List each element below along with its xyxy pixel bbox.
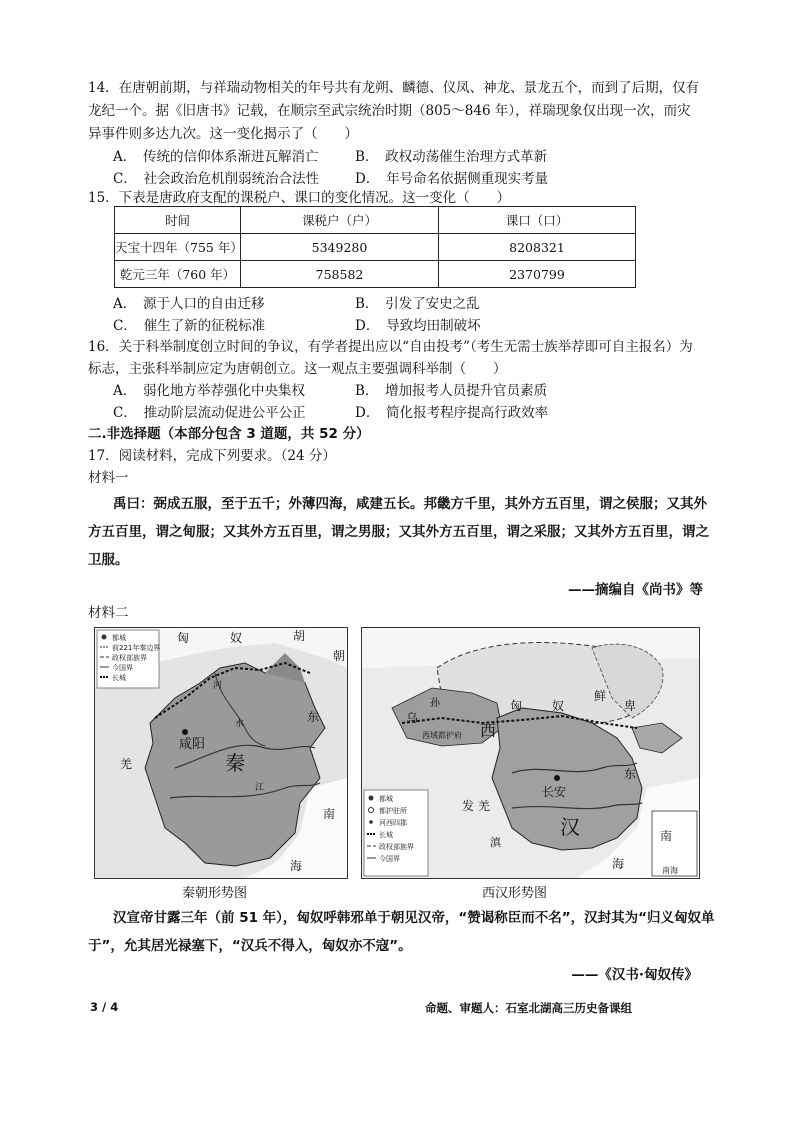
map2-label: 发 xyxy=(462,799,475,813)
table-cell: 天宝十四年（755 年） xyxy=(115,234,241,261)
material-two-source: ——《汉书·匈奴传》 xyxy=(571,967,698,983)
map1-label: 南 xyxy=(323,807,336,821)
table-header-cell: 课口（口） xyxy=(439,207,636,234)
map2-label: 奴 xyxy=(552,699,565,713)
material-two-line1: 汉宣帝甘露三年（前 51 年），匈奴呼韩邪单于朝见汉帝，“赞谒称臣而不名”，汉封其为“归义匈奴单 xyxy=(113,910,715,926)
map2-label: 南海 xyxy=(662,866,678,875)
qin-map-caption: 秦朝形势图 xyxy=(182,886,248,901)
table-header-cell: 时间 xyxy=(115,207,241,234)
author-credit: 命题、审题人：石室北湖高三历史备课组 xyxy=(425,1001,632,1015)
q16-option-b: B． 增加报考人员提升官员素质 xyxy=(355,383,548,399)
q15-stem: 15．下表是唐政府支配的课税户、课口的变化情况。这一变化（ ） xyxy=(88,190,511,206)
table-row xyxy=(115,261,636,288)
q16-stem-line2: 标志，主张科举制应定为唐朝创立。这一观点主要强调科举制（ ） xyxy=(88,361,507,377)
map1-label: 咸阳 xyxy=(179,737,206,752)
map1-label: 匈 xyxy=(177,631,190,645)
map1-legend-item: 今国界 xyxy=(112,664,133,672)
q14-option-c: C． 社会政治危机削弱统治合法性 xyxy=(113,171,320,187)
q16-option-d: D． 简化报考程序提高行政效率 xyxy=(355,405,549,421)
material-one-line1: 禹曰：弼成五服，至于五千；外薄四海，咸建五长。邦畿方千里，其外方五百里，谓之侯服；又其外 xyxy=(113,496,707,512)
map1-label: 东 xyxy=(307,710,320,724)
map2-label: 孙 xyxy=(430,698,440,709)
map1-label: 河 xyxy=(213,681,223,691)
map2-legend-item: 政权部族界 xyxy=(379,843,414,851)
map2-label: 南 xyxy=(660,829,673,843)
table-cell: 5349280 xyxy=(241,234,439,261)
q14-option-a: A． 传统的信仰体系渐进瓦解消亡 xyxy=(113,149,319,165)
q14-stem-line1: 14．在唐朝前期，与祥瑞动物相关的年号共有龙朔、麟德、仪凤、神龙、景龙五个，而到了后期，仅有 xyxy=(88,80,700,96)
q14-option-d: D． 年号命名依据侧重现实考量 xyxy=(355,171,549,187)
qin-map xyxy=(94,627,348,879)
map1-legend-item: 长城 xyxy=(112,674,126,682)
map2-label: 乌 xyxy=(406,711,419,725)
map2-label: 海 xyxy=(612,857,625,871)
table-header-cell: 课税户（户） xyxy=(241,207,439,234)
changan-capital-icon xyxy=(554,775,560,781)
section-heading: 二.非选择题（本部分包含 3 道题，共 52 分） xyxy=(88,426,370,442)
map1-legend-item: 前221年秦边界 xyxy=(112,644,161,652)
material-two-line2: 于”，允其居光禄塞下，“汉兵不得入，匈奴亦不寇”。 xyxy=(88,938,412,954)
map2-label: 卑 xyxy=(624,699,637,713)
q15-option-b: B． 引发了安史之乱 xyxy=(355,296,480,312)
qin-map-graphic xyxy=(95,628,347,878)
q16-option-c: C． 推动阶层流动促进公平公正 xyxy=(113,405,306,421)
map2-label: 滇 xyxy=(490,836,501,849)
map1-label: 江 xyxy=(255,783,265,793)
map1-label: 奴 xyxy=(230,631,243,645)
material-one-title: 材料一 xyxy=(88,470,129,486)
map2-label: 东 xyxy=(624,767,637,781)
map2-legend-item: 河西四郡 xyxy=(379,819,407,827)
q16-stem-line1: 16．关于科举制度创立时间的争议，有学者提出应以“自由投考”（考生无需士族举荐即可自主报名）为 xyxy=(88,339,693,355)
map1-label: 胡 xyxy=(293,629,306,643)
material-two-title: 材料二 xyxy=(88,605,129,621)
q14-stem-line3: 异事件则多达九次。这一变化揭示了（ ） xyxy=(88,126,358,142)
map2-legend-item: 长城 xyxy=(379,831,393,839)
table-cell: 乾元三年（760 年） xyxy=(115,261,241,288)
map2-legend-item: 今国界 xyxy=(379,855,400,863)
map1-legend-item: 都城 xyxy=(112,634,126,642)
tax-table xyxy=(114,206,636,288)
q16-option-a: A． 弱化地方举荐强化中央集权 xyxy=(113,383,305,399)
map2-label: 汉 xyxy=(560,815,580,839)
map2-legend-item: 都城 xyxy=(379,795,393,803)
map2-label: 羌 xyxy=(478,799,491,813)
map2-label: 鲜 xyxy=(594,689,607,703)
map2-label: 西域都护府 xyxy=(422,731,462,740)
table-cell: 2370799 xyxy=(439,261,636,288)
western-han-map-graphic xyxy=(362,628,699,878)
map2-legend-item: 都护驻所 xyxy=(379,807,407,815)
western-han-map xyxy=(361,627,700,879)
q14-stem-line2: 龙纪一个。据《旧唐书》记载，在顺宗至武宗统治时期（805～846 年），祥瑞现象仅出现一次，而灾 xyxy=(88,103,691,119)
material-one-line3: 卫服。 xyxy=(88,552,129,568)
page-number: 3 / 4 xyxy=(90,1000,119,1014)
q15-option-d: D． 导致均田制破坏 xyxy=(355,318,481,334)
han-map-caption: 西汉形势图 xyxy=(482,886,548,901)
q15-option-a: A． 源于人口的自由迁移 xyxy=(113,296,265,312)
capital-legend-icon xyxy=(102,635,107,640)
q17-stem: 17．阅读材料，完成下列要求。（24 分） xyxy=(88,448,336,464)
map1-label: 海 xyxy=(290,859,303,873)
q15-option-c: C． 催生了新的征税标准 xyxy=(113,318,266,334)
map2-label: 长安 xyxy=(542,785,567,799)
map1-label: 水 xyxy=(235,719,245,729)
map2-label: 西 xyxy=(480,721,497,740)
map1-legend-item: 政权部族界 xyxy=(112,654,147,662)
q14-option-b: B． 政权动荡催生治理方式革新 xyxy=(355,149,548,165)
map1-label: 羌 xyxy=(120,757,133,771)
table-cell: 758582 xyxy=(241,261,439,288)
xianyang-capital-icon xyxy=(182,729,188,735)
table-cell: 8208321 xyxy=(439,234,636,261)
material-one-source: ——摘编自《尚书》等 xyxy=(568,582,703,598)
map2-label: 匈 xyxy=(510,699,523,713)
map1-label: 秦 xyxy=(225,751,245,775)
table-row xyxy=(115,234,636,261)
table-header-row xyxy=(115,207,636,234)
material-one-line2: 方五百里，谓之甸服；又其外方五百里，谓之男服；又其外方五百里，谓之采服；又其外方五百里，谓之 xyxy=(88,524,709,540)
map1-label: 朝 xyxy=(333,649,346,663)
